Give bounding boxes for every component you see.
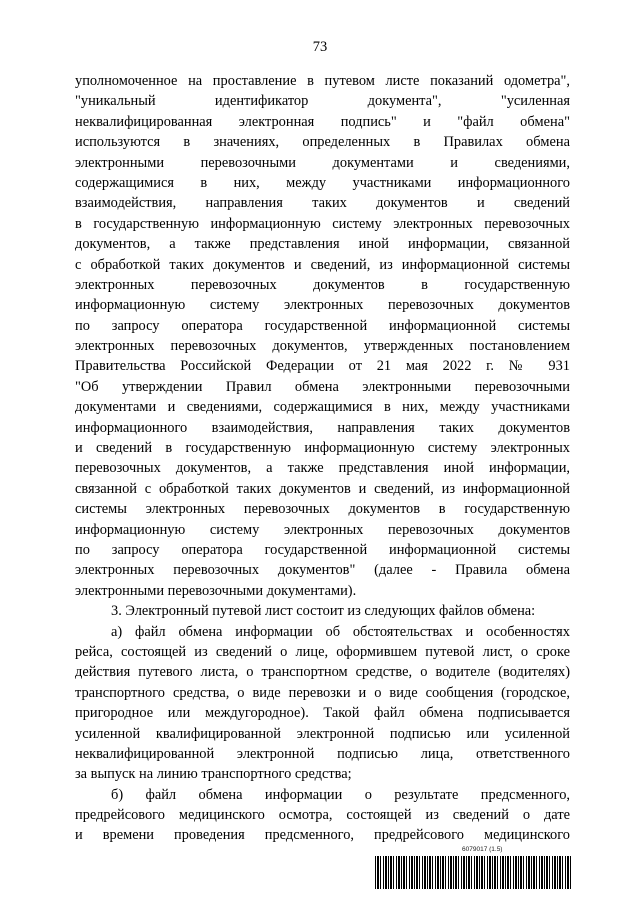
text-line: электронных перевозочных документов, утвержденных постановлением (75, 338, 570, 355)
text-line: содержащимися в них, между участниками информационного (75, 174, 570, 191)
barcode-icon (375, 856, 572, 889)
text-line: взаимодействия, направления таких документов и сведений (75, 195, 570, 212)
text-line: и сведений в государственную информационную систему электронных (75, 440, 570, 457)
document-code: 6079017 (1.5) (462, 846, 503, 853)
text-line: предрейсового медицинского осмотра, состоящей из сведений о дате (75, 807, 570, 824)
text-line: по запросу оператора государственной информационной системы (75, 541, 570, 558)
text-line: информационную систему электронных перевозочных документов (75, 297, 570, 314)
text-line: за выпуск на линию транспортного средства; (75, 766, 352, 783)
text-line: уполномоченное на проставление в путевом листе показаний одометра", (75, 73, 570, 89)
text-line: электронных перевозочных документов в государственную (75, 276, 570, 293)
text-line: транспортного средства, о виде перевозки и о виде сообщения (городское, (75, 684, 570, 701)
text-line: 3. Электронный путевой лист состоит из следующих файлов обмена: (111, 603, 536, 620)
text-line: рейса, состоящей из сведений о лице, оформившем путевой лист, о сроке (75, 643, 570, 660)
text-line: документов, а также представления иной информации, связанной (75, 236, 570, 253)
text-line: "Об утверждении Правил обмена электронными перевозочными (75, 378, 570, 395)
text-line: информационного взаимодействия, направления таких документов (75, 419, 570, 436)
text-line: перевозочных документов, а также представления иной информации, (75, 460, 570, 477)
text-line: и времени проведения предсменного, предрейсового медицинского (75, 827, 570, 844)
text-line: в государственную информационную систему электронных перевозочных (75, 215, 570, 232)
text-line: действия путевого листа, о транспортном средстве, о водителе (водителях) (75, 664, 570, 681)
text-line: неквалифицированная электронная подпись" и "файл обмена" (75, 113, 570, 130)
text-line: документами и сведениями, содержащимися в них, между участниками (75, 399, 570, 416)
text-line: "уникальный идентификатор документа", "усиленная (75, 93, 570, 110)
text-line: а) файл обмена информации об обстоятельствах и особенностях (111, 623, 570, 640)
text-line: пригородное или междугородное). Такой файл обмена подписывается (75, 705, 570, 722)
text-line: электронными перевозочными документами и сведениями, (75, 154, 570, 171)
text-line: информационную систему электронных перевозочных документов (75, 521, 570, 538)
text-line: по запросу оператора государственной информационной системы (75, 317, 570, 334)
text-line: Правительства Российской Федерации от 21 мая 2022 г. № 931 (75, 358, 570, 375)
text-line: электронными перевозочными документами). (75, 582, 357, 599)
text-line: усиленной квалифицированной электронной подписью или усиленной (75, 725, 570, 742)
text-line: системы электронных перевозочных документов в государственную (75, 501, 570, 518)
text-line: используются в значениях, определенных в Правилах обмена (75, 134, 570, 151)
text-line: неквалифицированной электронной подписью лица, ответственного (75, 745, 570, 762)
page-number: 73 (312, 39, 328, 55)
text-line: связанной с обработкой таких документов и сведений, из информационной (75, 480, 570, 497)
text-line: электронных перевозочных документов" (далее - Правила обмена (75, 562, 570, 579)
text-line: с обработкой таких документов и сведений, из информационной системы (75, 256, 570, 273)
text-line: б) файл обмена информации о результате предсменного, (111, 786, 570, 803)
document-body (75, 71, 570, 846)
